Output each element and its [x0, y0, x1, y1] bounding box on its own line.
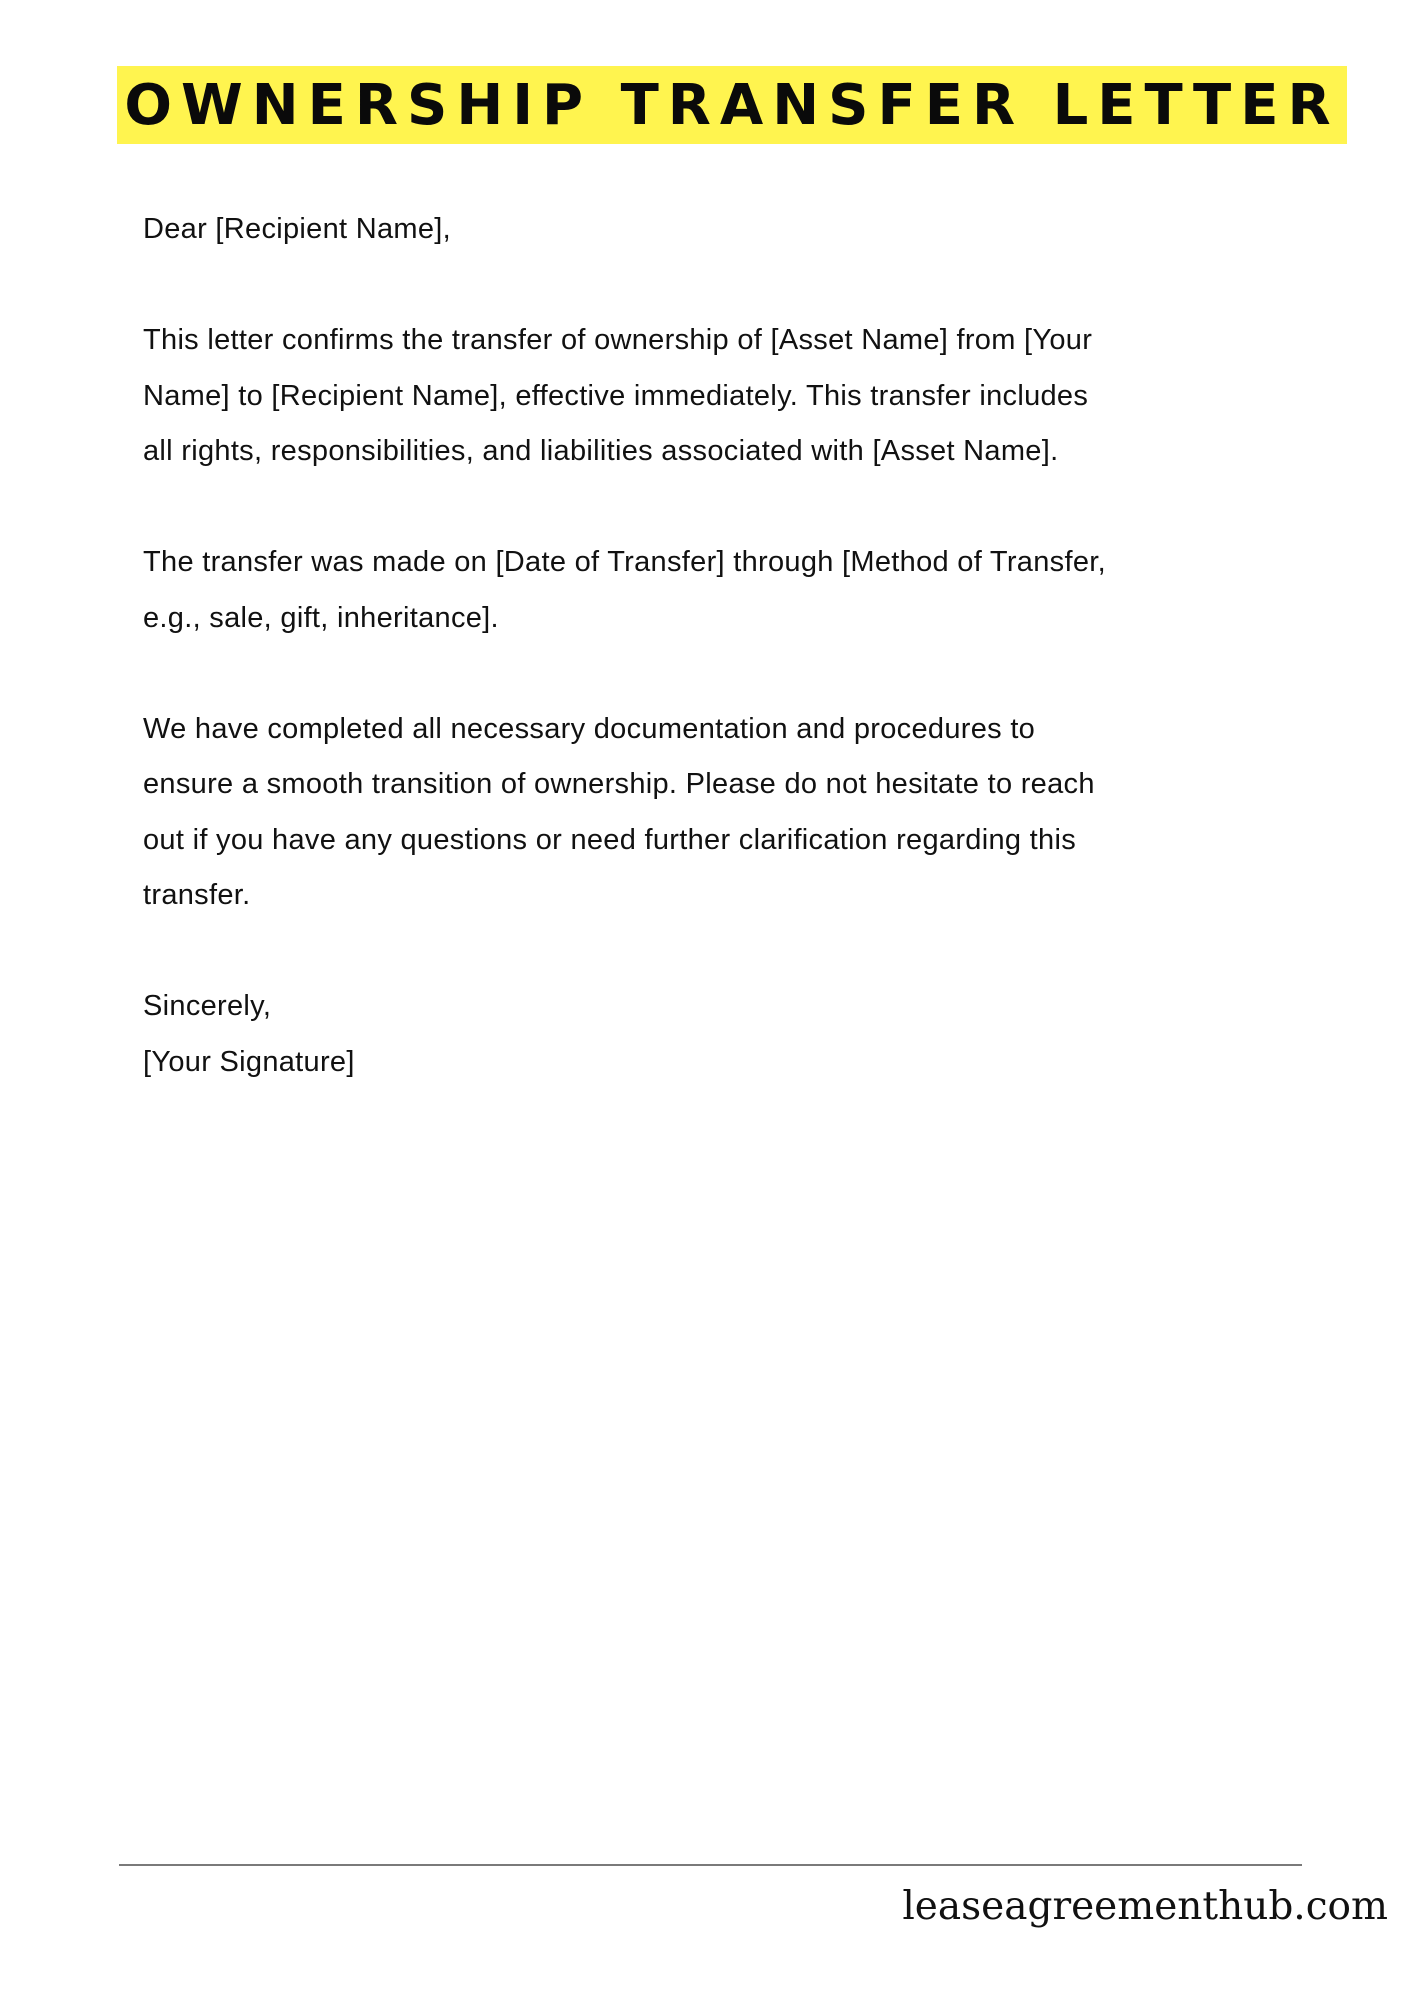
text-line: The transfer was made on [Date of Transfer] through [Method of Transfer,	[143, 546, 1106, 578]
title-banner	[117, 66, 1347, 144]
signature-placeholder: [Your Signature]	[143, 1045, 355, 1078]
page-title: OWNERSHIP TRANSFER LETTER	[124, 72, 1340, 138]
text-line: Name] to [Recipient Name], effective immediately. This transfer includes	[143, 379, 1089, 412]
text-line: all rights, responsibilities, and liabilities associated with [Asset Name].	[143, 435, 1059, 467]
text-line: out if you have any questions or need further clarification regarding this	[143, 823, 1077, 856]
salutation: Dear [Recipient Name],	[143, 213, 451, 245]
paragraph-transfer-details	[143, 535, 1323, 646]
closing: Sincerely,	[143, 990, 272, 1022]
text-line: This letter confirms the transfer of ownership of [Asset Name] from [Your	[143, 324, 1093, 356]
text-line: transfer.	[143, 879, 251, 911]
footer-divider	[119, 1864, 1302, 1866]
footer-brand: leaseagreementhub.com	[902, 1884, 1388, 1929]
closing-block	[143, 979, 1323, 1090]
letter-body	[143, 202, 1323, 1090]
text-line: We have completed all necessary documentation and procedures to	[143, 712, 1036, 745]
paragraph-transfer-confirmation	[143, 313, 1323, 480]
text-line: ensure a smooth transition of ownership. Please do not hesitate to reach	[143, 768, 1095, 800]
text-line: e.g., sale, gift, inheritance].	[143, 601, 499, 634]
paragraph-documentation	[143, 702, 1323, 924]
